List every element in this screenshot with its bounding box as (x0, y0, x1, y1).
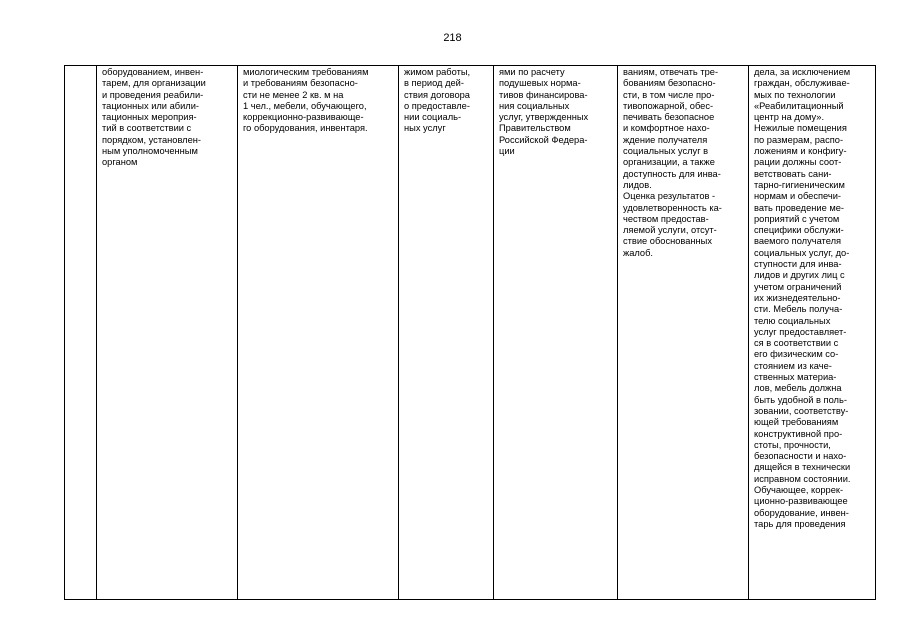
table-row (65, 66, 876, 600)
table-cell-conditions: дела, за исключением граждан, обслуживае- мых по технологии «Реабилитационный центр на дому». Нежилые помещения по размерам, распо- ложениям и конфигу- рации должны соот- ветствовать сани- тарно-гигиеническим нормам и обеспечи- вать проведение ме- роприятий с учетом специфики обслужи- ваемого получателя социальных услуг, до- ступности для инва- лидов и других лиц с учетом ограничений их жизнедеятельно- сти. Мебель получа- телю социальных услуг предоставляет- ся в соответствии с его физическим со- стоянием из каче- ственных материа- лов, мебель должна быть удобной в поль- зовании, соответству- ющей требованиям конструктивной про- стоты, прочности, безопасности и нахо- дящейся в технически исправном состоянии. Обучающее, коррек- ционно-развивающее оборудование, инвен- тарь для проведения (749, 66, 876, 600)
page-number: 218 (443, 32, 462, 44)
table-cell-service-description: оборудованием, инвен- тарем, для организации и проведения реабили- тационных или абили- тационных мероприя- тий в соответствии с порядком, установлен- ным уполномоченным органом (97, 66, 238, 600)
services-table (64, 65, 876, 600)
table-cell-quality-indicators: ваниям, отвечать тре- бованиям безопасно- сти, в том числе про- тивопожарной, обес- печивать безопасное и комфортное нахо- ждение получателя социальных услуг в организации, а также доступность для инва- лидов. Оценка результатов - удовлетворенность ка- чеством предостав- ляемой услуги, отсут- ствие обоснованных жалоб. (618, 66, 749, 600)
table-cell-funding: ями по расчету подушевых норма- тивов финансирова- ния социальных услуг, утвержденных Правительством Российской Федера- ции (494, 66, 618, 600)
table-cell-timing: жимом работы, в период дей- ствия договора о предоставле- нии социаль- ных услуг (399, 66, 494, 600)
table-cell-number (65, 66, 97, 600)
table-cell-standard: миологическим требованиям и требованиям безопасно- сти не менее 2 кв. м на 1 чел., мебели, обучающего, коррекционно-развивающе- го оборудования, инвентаря. (238, 66, 399, 600)
